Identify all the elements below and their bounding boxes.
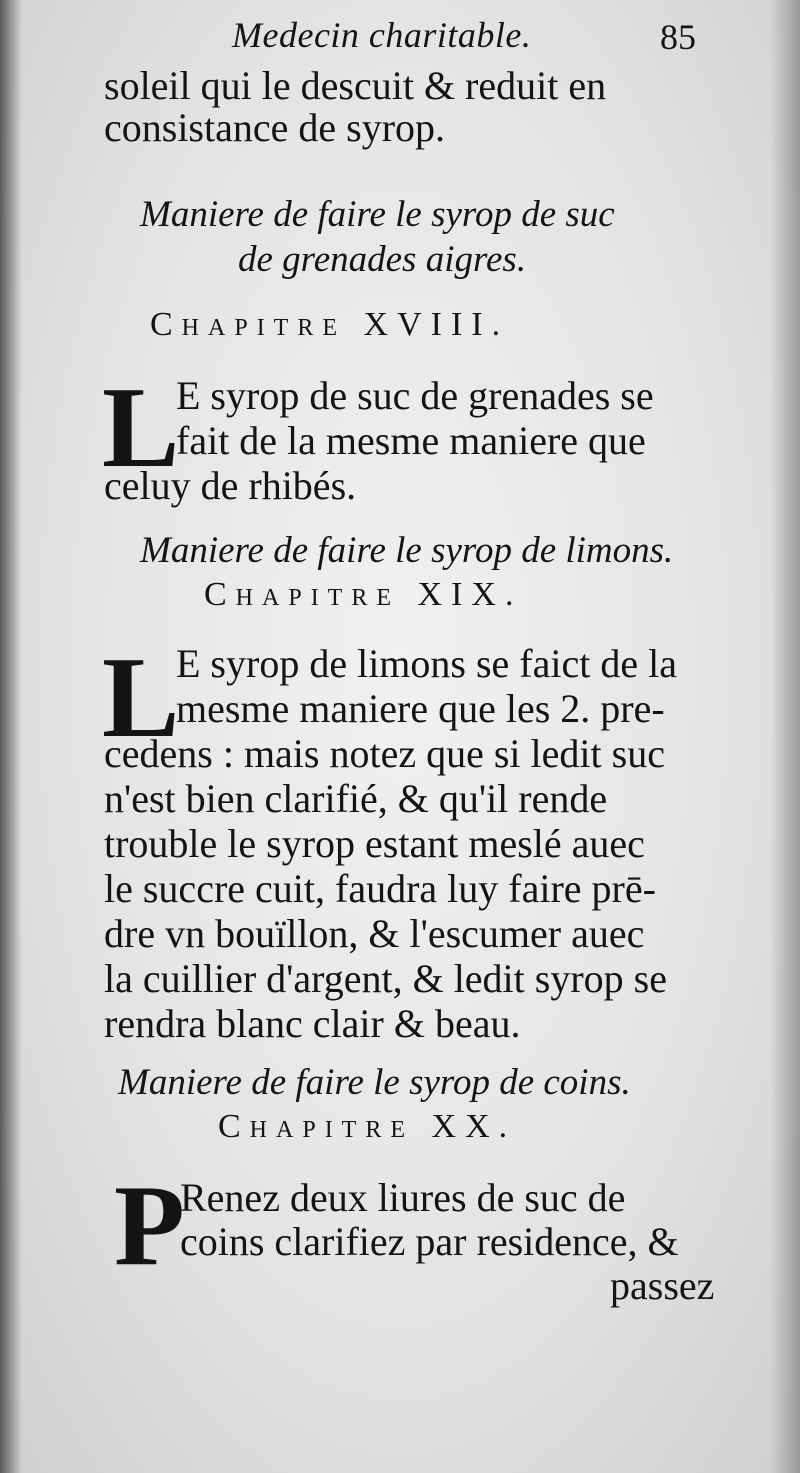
text-line: dre vn bouïllon, & l'escumer auec [104,911,645,956]
running-title: Medecin charitable. [232,15,532,55]
section-title: Maniere de faire le syrop de suc [140,194,615,235]
text-line: rendra blanc clair & beau. [104,1001,521,1046]
section-title: de grenades aigres. [238,239,527,280]
text-line: E syrop de suc de grenades se [176,373,654,418]
text-line: trouble le syrop estant meslé auec [104,821,645,866]
running-head [0,14,800,64]
page-number: 85 [660,17,696,57]
text-line: le succre cuit, faudra luy faire prē- [104,866,656,911]
text-line: E syrop de limons se faict de la [176,641,677,686]
drop-cap: L [102,364,180,492]
text-line: soleil qui le descuit & reduit en [104,63,607,108]
text-line: mesme maniere que les 2. pre- [176,686,665,731]
drop-cap: P [114,1162,185,1290]
chapter-heading: Chapitre XX. [218,1108,517,1145]
section-title: Maniere de faire le syrop de limons. [140,530,674,571]
text-line: celuy de rhibés. [104,463,357,508]
text-line: n'est bien clarifié, & qu'il rende [104,776,608,821]
text-line: Renez deux liures de suc de [180,1175,626,1220]
drop-cap: L [102,634,180,762]
text-line: consistance de syrop. [104,105,446,150]
chapter-heading: Chapitre XIX. [204,576,523,613]
text-line: cedens : mais notez que si ledit suc [104,731,665,776]
section-title: Maniere de faire le syrop de coins. [118,1062,631,1103]
chapter-heading: Chapitre XVIII. [150,306,510,343]
text-line: la cuillier d'argent, & ledit syrop se [104,956,667,1001]
text-line: fait de la mesme maniere que [176,418,646,463]
catchword: passez [610,1263,715,1308]
text-line: coins clarifiez par residence, & [180,1219,679,1264]
